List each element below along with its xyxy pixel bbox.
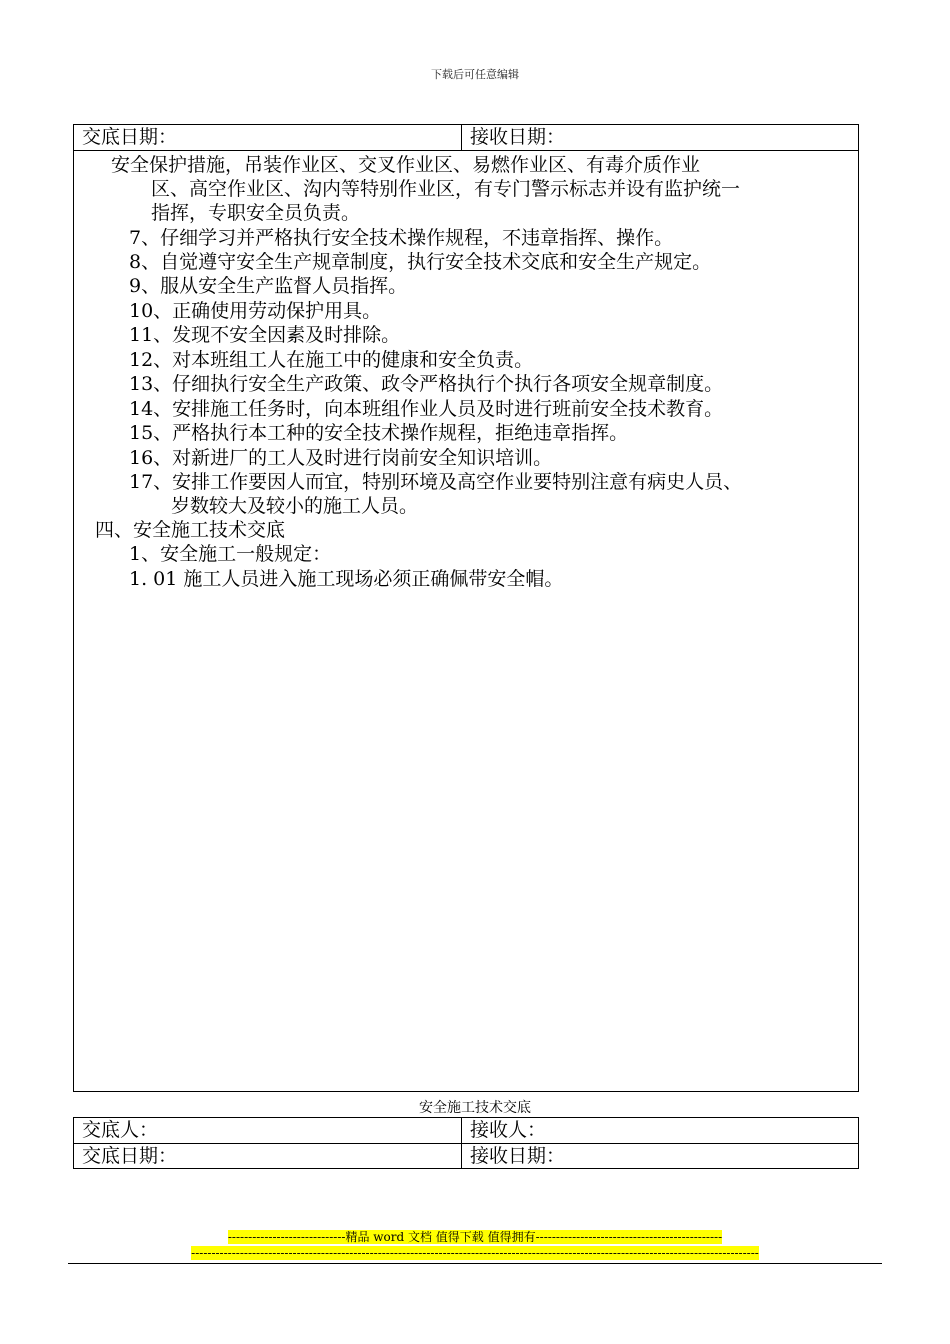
main-table [73, 124, 859, 1092]
receiver-label: 接收人： [470, 1119, 547, 1141]
signature-table [73, 1117, 859, 1169]
handover-date-label: 交底日期： [74, 1144, 462, 1169]
content-line: 指挥，专职安全员负责。 [151, 202, 361, 224]
handover-date-label: 交底日期： [74, 125, 462, 150]
section-heading: 四、安全施工技术交底 [95, 519, 286, 541]
content-line: 11、发现不安全因素及时排除。 [129, 324, 401, 346]
content-line: 1. 01 施工人员进入施工现场必须正确佩带安全帽。 [129, 568, 564, 590]
content-line: 区、高空作业区、沟内等特别作业区，有专门警示标志并设有监护统一 [151, 178, 741, 200]
receive-date-label: 接收日期： [470, 126, 566, 148]
footer-banner-dashes: -------------------------------------------------------------------------------------------------------------------------------------------- [191, 1246, 759, 1260]
content-line: 12、对本班组工人在施工中的健康和安全负责。 [129, 349, 534, 371]
content-line: 安全保护措施，吊装作业区、交叉作业区、易燃作业区、有毒介质作业 [111, 154, 701, 176]
content-line: 9、服从安全生产监督人员指挥。 [129, 275, 408, 297]
content-line: 15、严格执行本工种的安全技术操作规程，拒绝违章指挥。 [129, 422, 629, 444]
signature-row [74, 1118, 858, 1144]
table-caption: 安全施工技术交底 [419, 1100, 531, 1116]
date-row [74, 1144, 858, 1169]
content-line: 13、仔细执行安全生产政策、政令严格执行个执行各项安全规章制度。 [129, 373, 724, 395]
handover-person-label: 交底人： [74, 1118, 462, 1143]
content-line: 7、仔细学习并严格执行安全技术操作规程，不违章指挥、操作。 [129, 227, 674, 249]
content-line: 14、安排施工任务时，向本班组作业人员及时进行班前安全技术教育。 [129, 398, 724, 420]
content-line: 10、正确使用劳动保护用具。 [129, 300, 382, 322]
header-note: 下载后可任意编辑 [431, 68, 519, 81]
content-line: 16、对新进厂的工人及时进行岗前安全知识培训。 [129, 447, 553, 469]
main-table-header-row [74, 125, 858, 151]
footer-divider [68, 1263, 882, 1264]
content-line: 8、自觉遵守安全生产规章制度，执行安全技术交底和安全生产规定。 [129, 251, 712, 273]
receive-date-label: 接收日期： [470, 1145, 566, 1167]
footer-banner-line1 [0, 1230, 950, 1244]
content-line: 1、安全施工一般规定： [129, 543, 332, 565]
content-line: 17、安排工作要因人而宜，特别环境及高空作业要特别注意有病史人员、 [129, 471, 743, 493]
footer-banner-line2 [0, 1246, 950, 1260]
footer-banner-text: -----------------------------精品 word 文档 值得下载 值得拥有---------------------------------------------- [227, 1230, 723, 1244]
content-line: 岁数较大及较小的施工人员。 [171, 495, 419, 517]
